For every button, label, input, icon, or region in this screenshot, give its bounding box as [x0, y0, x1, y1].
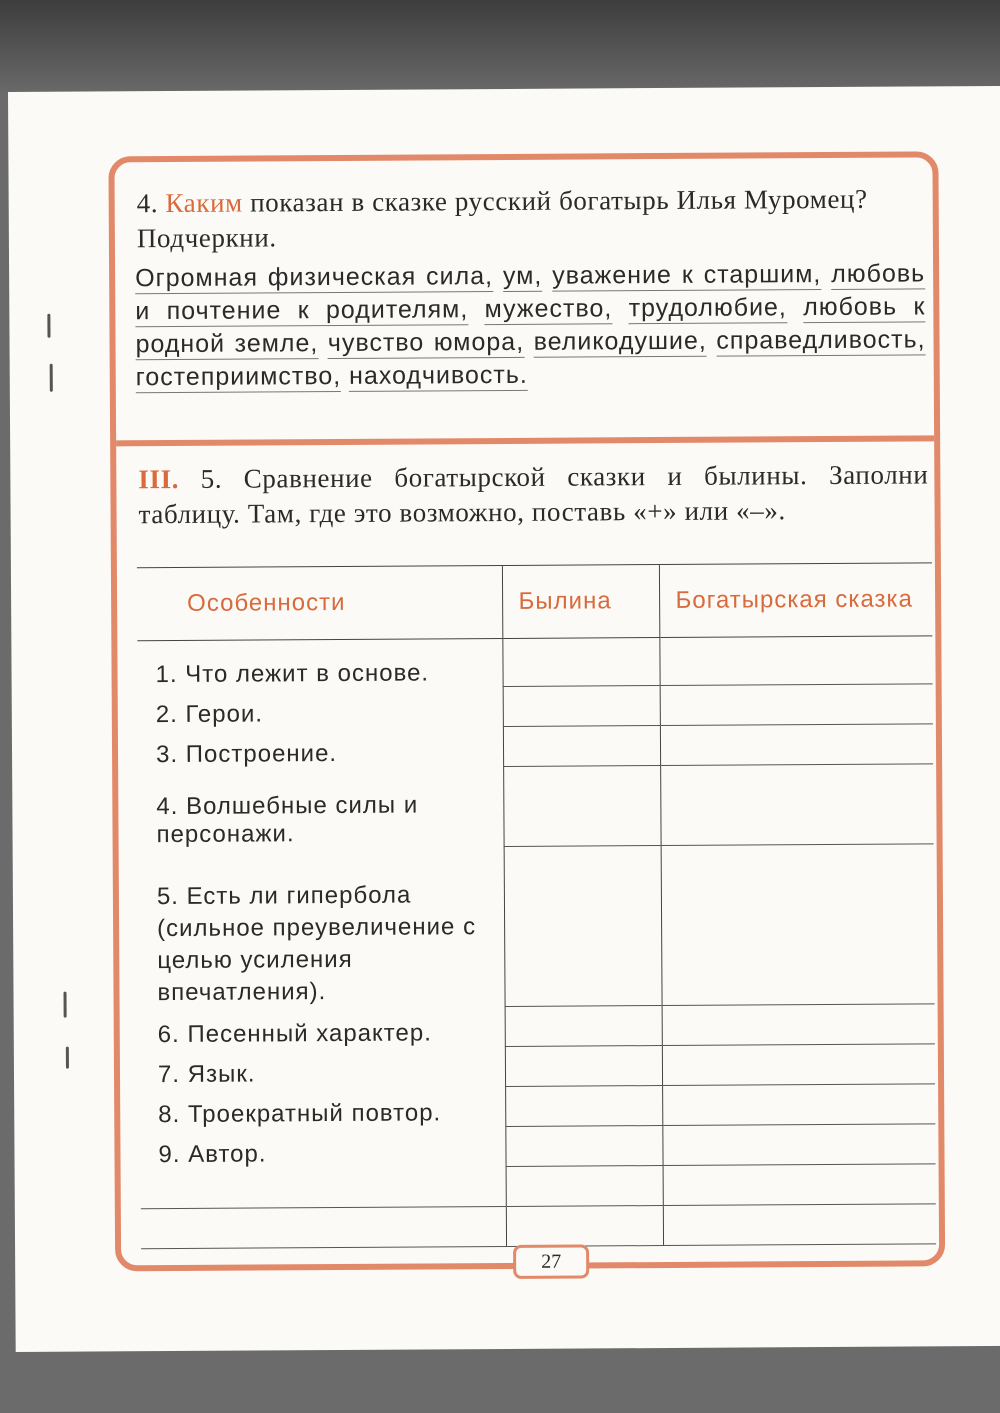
section-divider: [116, 435, 934, 446]
option[interactable]: любовь и почтение к родителям,: [135, 259, 926, 326]
comparison-table: [137, 562, 936, 1249]
exercise-5-text: Сравнение богатырской сказки и былины. Заполни таблицу. Там, где это возможно, поставь «+» или «–».: [138, 459, 929, 530]
table-header-row: [137, 563, 932, 641]
answer-cell-skazka[interactable]: [661, 844, 935, 1006]
feature-cell: 1. Что лежит в основе.: [155, 658, 430, 688]
option[interactable]: великодушие,: [533, 326, 707, 356]
answer-cell-skazka[interactable]: [660, 764, 933, 846]
header-bylina: Былина: [502, 565, 659, 639]
option[interactable]: ум,: [502, 261, 543, 290]
header-fairy-tale: Богатырская сказка: [659, 563, 932, 638]
feature-cell: 4. Волшебные силы и персонажи.: [156, 791, 419, 848]
answer-cell-bylina[interactable]: [505, 1046, 662, 1087]
answer-cell-skazka[interactable]: [662, 1004, 935, 1046]
exercise-5-number: 5.: [200, 463, 223, 494]
option[interactable]: уважение к старшим,: [552, 260, 822, 290]
binding-hole: [63, 992, 66, 1018]
blank-cell[interactable]: [141, 1206, 506, 1248]
workbook-page: [8, 86, 1000, 1352]
answer-cell-skazka[interactable]: [662, 1044, 935, 1086]
table-row: [138, 764, 933, 849]
answer-cell-skazka[interactable]: [663, 1164, 936, 1206]
exercise-5-question: [138, 457, 928, 532]
scan-bottom-shadow: [0, 1352, 1000, 1413]
exercise-4-options: [135, 257, 926, 394]
feature-cell: 9. Автор.: [158, 1139, 267, 1168]
answer-cell-skazka[interactable]: [662, 1084, 935, 1126]
option[interactable]: справедливость,: [716, 325, 926, 355]
table-row: [139, 844, 935, 1009]
answer-cell-bylina[interactable]: [502, 638, 659, 687]
section-number: III.: [138, 463, 180, 495]
page-number: 27: [513, 1244, 589, 1278]
table-row: [140, 1084, 935, 1129]
option[interactable]: гостеприимство,: [135, 361, 342, 392]
feature-cell: 2. Герои.: [155, 699, 264, 728]
table-row: [140, 1004, 935, 1049]
answer-cell-skazka[interactable]: [663, 1204, 936, 1246]
binding-hole: [50, 364, 53, 392]
answer-cell-bylina[interactable]: [506, 1166, 663, 1207]
answer-cell-bylina[interactable]: [503, 686, 660, 727]
option[interactable]: мужество,: [484, 294, 613, 324]
feature-cell: 3. Построение.: [155, 739, 338, 768]
header-features: Особенности: [137, 565, 502, 640]
option[interactable]: чувство юмора,: [327, 327, 525, 358]
answer-cell-skazka[interactable]: [662, 1124, 935, 1166]
answer-cell-skazka[interactable]: [659, 636, 932, 686]
scan-top-shadow: [0, 0, 1000, 95]
answer-cell-bylina[interactable]: [505, 1086, 662, 1127]
feature-cell: 7. Язык.: [157, 1060, 256, 1088]
answer-cell-bylina[interactable]: [506, 1206, 663, 1247]
blank-cell[interactable]: [141, 1166, 506, 1208]
answer-cell-bylina[interactable]: [503, 766, 660, 847]
feature-cell: 6. Песенный характер.: [157, 1018, 432, 1048]
exercise-4-text: показан в сказке русский богатырь Илья Муромец? Подчеркни.: [136, 183, 868, 254]
table-row: [138, 684, 933, 729]
exercise-4-number: 4.: [136, 188, 159, 219]
answer-cell-bylina[interactable]: [503, 726, 660, 767]
binding-hole: [47, 314, 50, 338]
table-row-blank: [141, 1164, 936, 1209]
table-row: [140, 1044, 935, 1089]
answer-cell-skazka[interactable]: [660, 724, 933, 766]
answer-cell-skazka[interactable]: [660, 684, 933, 726]
feature-cell: 8. Троекратный повтор.: [158, 1098, 442, 1128]
answer-cell-bylina[interactable]: [505, 1006, 662, 1047]
option[interactable]: трудолюбие,: [628, 293, 787, 323]
answer-cell-bylina[interactable]: [504, 846, 662, 1007]
feature-cell: 5. Есть ли гипербола (сильное преувеличение с целью усиления впечатления).: [156, 881, 477, 1006]
option[interactable]: любовь к родной земле,: [135, 292, 926, 359]
exercise-4-question: [137, 182, 907, 257]
exercise-frame: [108, 151, 945, 1271]
table-row-blank: [141, 1204, 936, 1249]
exercise-4-keyword: Каким: [165, 187, 243, 219]
option[interactable]: находчивость.: [349, 360, 528, 390]
option[interactable]: Огромная физическая сила,: [135, 262, 494, 293]
answer-cell-bylina[interactable]: [505, 1126, 662, 1167]
table-row: [140, 1124, 935, 1169]
table-row: [137, 636, 932, 689]
table-row: [138, 724, 933, 769]
binding-hole: [66, 1047, 69, 1069]
